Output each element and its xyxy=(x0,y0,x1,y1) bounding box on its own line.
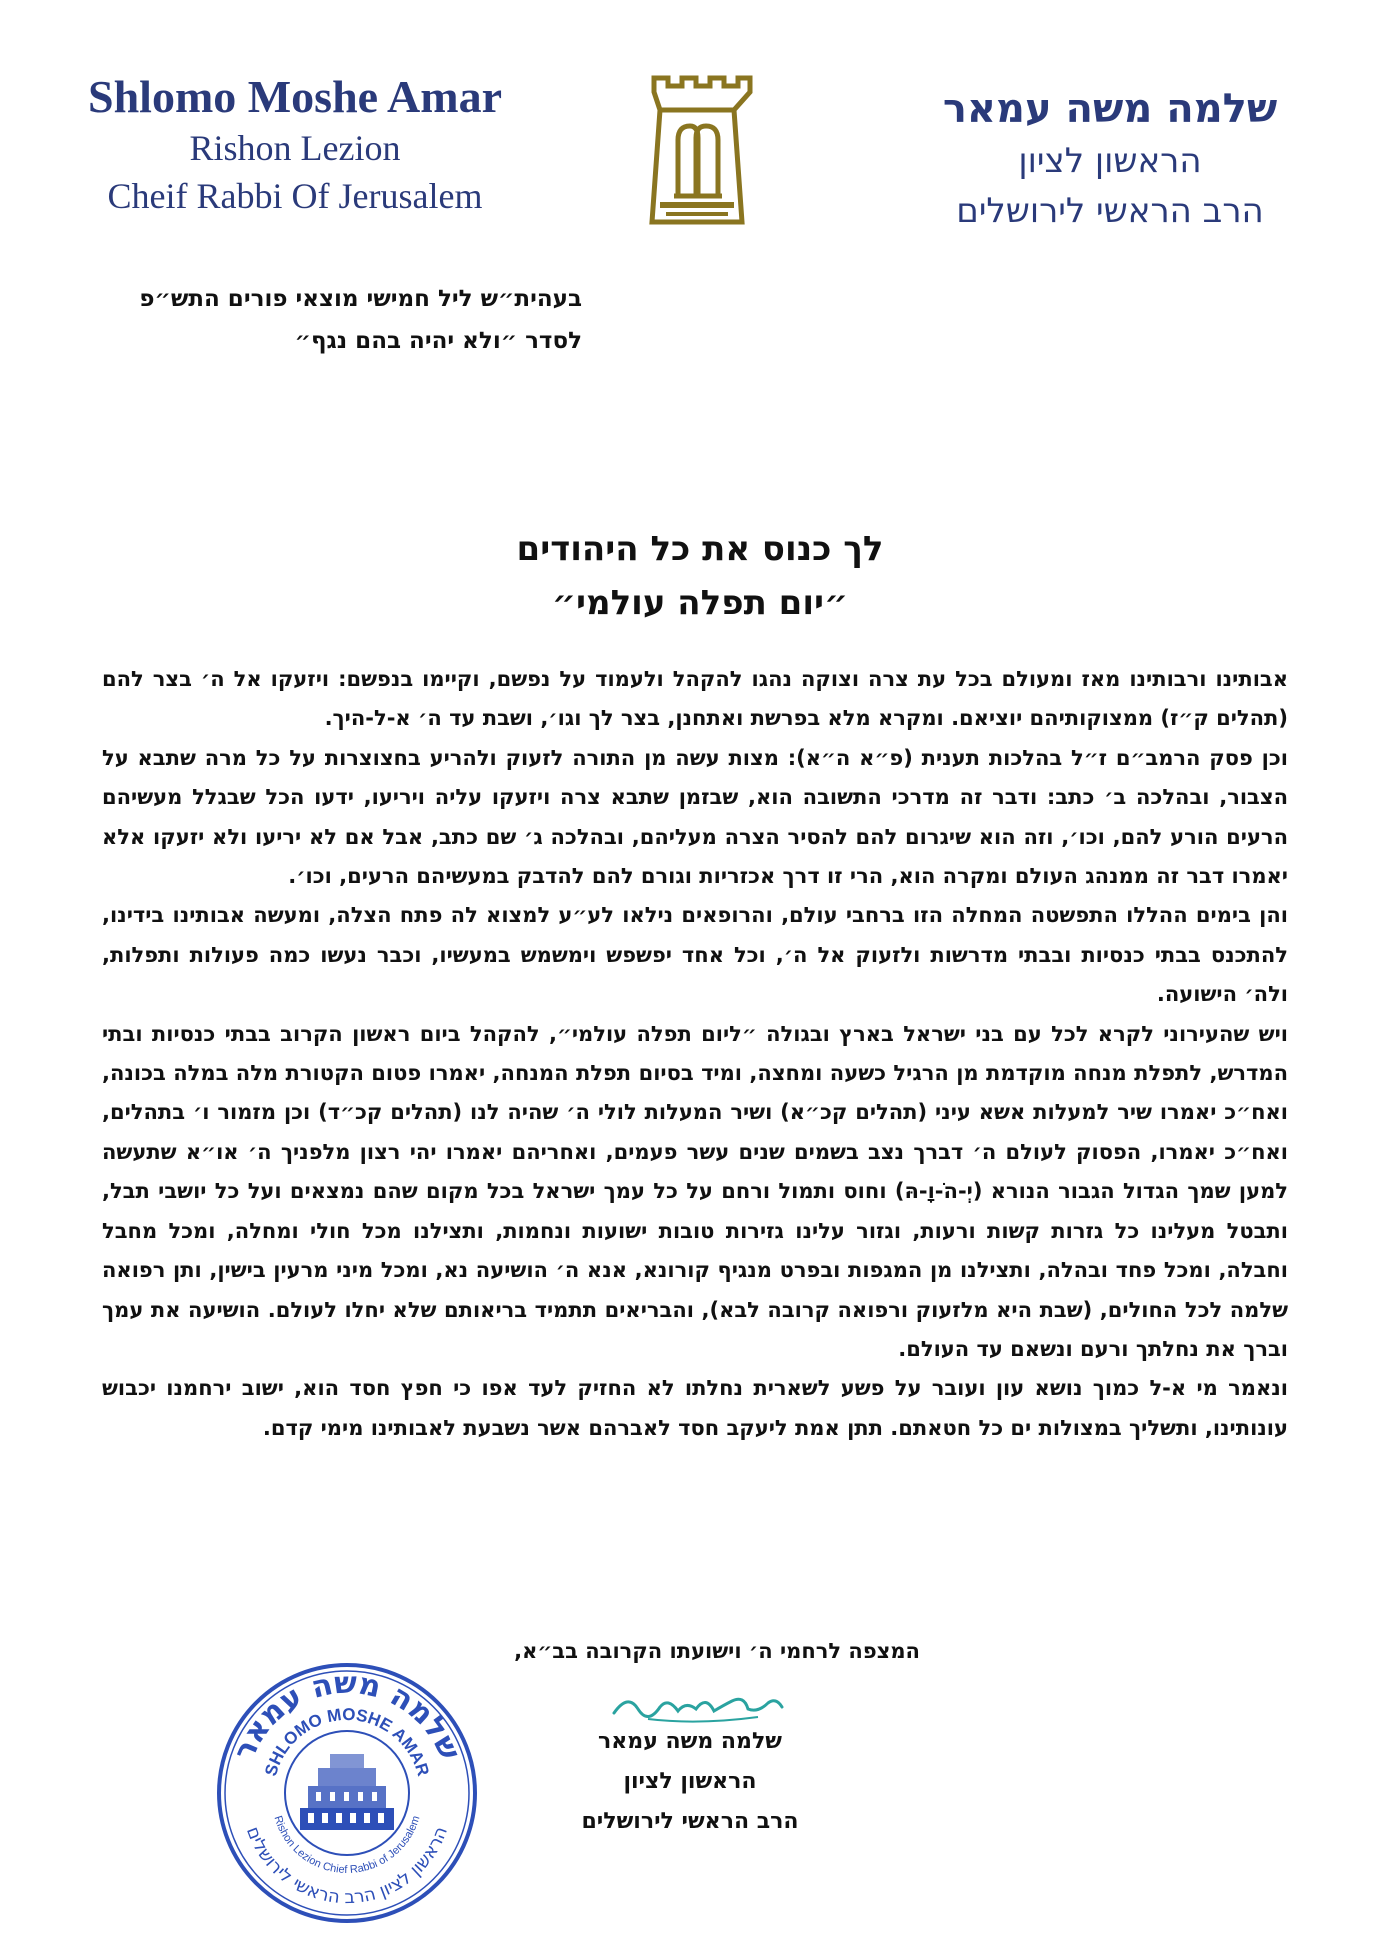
letterhead-hebrew xyxy=(890,82,1330,236)
body-paragraph-4: ויש שהעירוני לקרא לכל עם בני ישראל בארץ ובגולה ״ליום תפלה עולמי״, להקהל ביום ראשון הקרוב בבתי כנסיות ובתי המדרש, לתפלת מנחה מוקדמת מן הרגיל כשעה ומחצה, ומיד בסיום תפלת המנחה, יאמרו פטום הקטורת מלה במלה בכונה, ואח״כ יאמרו שיר למעלות אשא עיני (תהלים קכ״א) ושיר המעלות לולי ה׳ שהיה לנו (תהלים קכ״ד) וכן מזמור ו׳ בתהלים, ואח״כ יאמרו, הפסוק לעולם ה׳ דברך נצב בשמים שנים עשר פעמים, ואחריהם יאמרו יהי רצון מלפניך ה׳ או״א שתעשה למען שמך הגדול הגבור הנורא (יְ-הֹ-וָ-הּ) וחוס ותמול ורחם על כל עמך ישראל בכל מקום שהם נמצאים ועל כל יושבי תבל, ותבטל מעלינו כל גזרות קשות ורעות, וגזור עלינו גזירות טובות ישועות ונחמות, ותצילנו מכל חולי ומחלה, ומכל מחבל וחבלה, ומכל פחד ובהלה, ותצילנו מן המגפות ובפרט מנגיף קורונא, אנא ה׳ הושיעה נא, ומכל מיני מרעין בישין, ותן רפואה שלמה לכל החולים, (שבת היא מלזעוק ורפואה קרובה לבא), והבריאים תתמיד בריאותם שלא יחלו לעולם. הושיעה את עמך וברך את נחלתך ורעם ונשאם עד העולם. xyxy=(102,1021,1288,1361)
stamp-outer-english: SHLOMO MOSHE AMAR xyxy=(261,1704,433,1779)
tower-emblem-icon xyxy=(632,72,762,234)
letterhead-hebrew-name: שלמה משה עמאר xyxy=(942,86,1278,132)
date-line: בעהית״ש ליל חמישי מוצאי פורים התש״פ xyxy=(139,286,582,312)
closing-line: המצפה לרחמי ה׳ וישועתו הקרובה בב״א, xyxy=(514,1639,920,1663)
rabbinical-seal-stamp-icon xyxy=(212,1658,482,1928)
letterhead-english-name: Shlomo Moshe Amar xyxy=(88,71,502,122)
letter-title xyxy=(200,522,1200,630)
letterhead-english-subtitle: Cheif Rabbi Of Jerusalem xyxy=(107,176,483,216)
stamp-lower-hebrew: הראשון לציון הרב הראשי לירושלים xyxy=(241,1823,453,1909)
letterhead-hebrew-title: הראשון לציון xyxy=(1018,141,1202,181)
parasha-line: לסדר ״ולא יהיה בהם נגף״ xyxy=(294,328,582,354)
body-paragraph-1: אבותינו ורבותינו מאז ומעולם בכל עת צרה וצוקה נהגו להקהל ולעמוד על נפשם, וקיימו בנפשם: ויזעקו אל ה׳ בצר להם (תהלים ק״ז) ממצוקותיהם יוציאם. ומקרא מלא בפרשת ואתחנן, בצר לך וגו׳, ושבת עד ה׳ א-ל-היך. xyxy=(102,667,1288,731)
signature-block xyxy=(540,1722,840,1842)
body-paragraph-5: ונאמר מי א-ל כמוך נושא עון ועובר על פשע לשארית נחלתו לא החזיק לעד אפו כי חפץ חסד הוא, ישוב ירחמנו יכבוש עונותינו, ותשליך במצולות ים כל חטאתם. תתן אמת ליעקב חסד לאברהם אשר נשבעת לאבותינו מימי קדם. xyxy=(102,1376,1288,1440)
body-paragraph-2: וכן פסק הרמב״ם ז״ל בהלכות תענית (פ״א ה״א): מצות עשה מן התורה לזעוק ולהריע בחצוצרות על כל מרה שתבא על הצבור, ובהלכה ב׳ כתב: ודבר זה מדרכי התשובה הוא, שבזמן שתבא צרה ויזעקו עליה ויריעו, ידעו הכל שבגלל מעשיהם הרעים הורע להם, וכו׳, וזה הוא שיגרום להם להסיר הצרה מעליהם, ובהלכה ג׳ שם כתב, אבל אם לא יריעו ולא יזעקו אלא יאמרו דבר זה ממנהג העולם ומקרה הוא, הרי זו דרך אכזריות וגורם להם להדבק במעשיהם הרעים, וכו׳. xyxy=(102,745,1288,889)
letterhead-english-title: Rishon Lezion xyxy=(189,128,401,168)
letterhead-english xyxy=(60,70,530,220)
signer-title: הראשון לציון xyxy=(623,1769,757,1794)
signer-name: שלמה משה עמאר xyxy=(598,1729,782,1754)
title-line-2: ״יום תפלה עולמי״ xyxy=(551,583,849,623)
date-block xyxy=(62,278,582,362)
stamp-outer-hebrew: שלמה משה עמאר xyxy=(226,1665,468,1766)
stamp-inner-english: Rishon Lezion Chief Rabbi of Jerusalem xyxy=(271,1814,423,1877)
body-paragraph-3: והן בימים ההללו התפשטה המחלה הזו ברחבי עולם, והרופאים נילאו לע״ע למצוא לה פתח הצלה, ומעשה אבותינו בידינו, להתכנס בבתי כנסיות ובבתי מדרשות ולזעוק אל ה׳, וכל אחד יפשפש וימשמש במעשיו, וכבר נעשו כמה פעולות ותפלות, ולה׳ הישועה. xyxy=(102,903,1288,1007)
signer-subtitle: הרב הראשי לירושלים xyxy=(581,1809,799,1834)
letterhead-hebrew-subtitle: הרב הראשי לירושלים xyxy=(956,191,1264,231)
title-line-1: לך כנוס את כל היהודים xyxy=(516,529,884,569)
letter-body xyxy=(102,660,1288,1448)
